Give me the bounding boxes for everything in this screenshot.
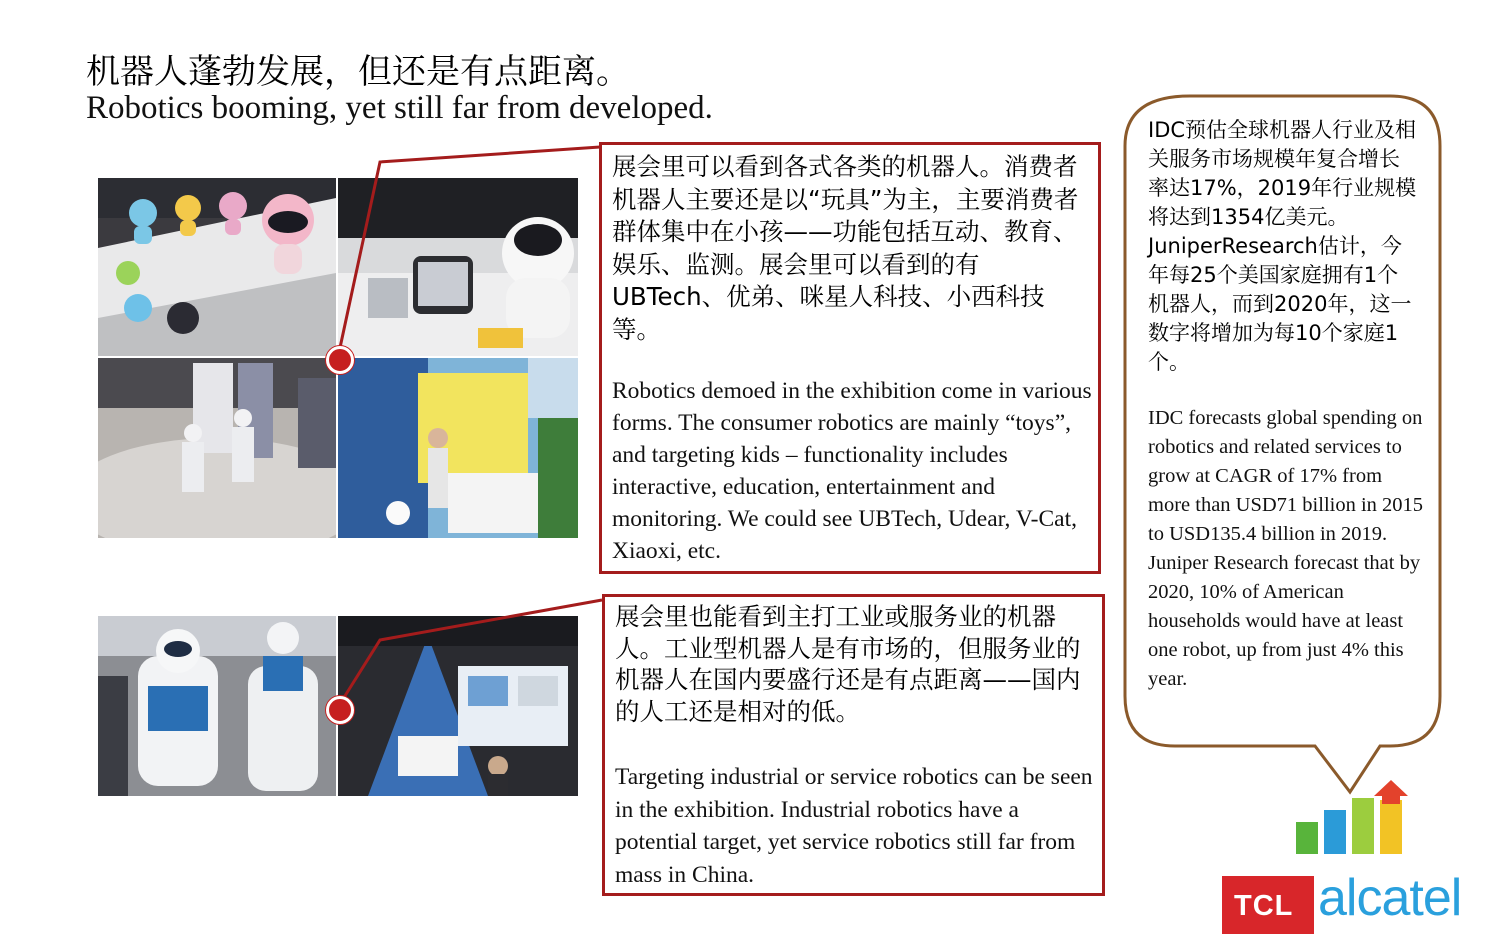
tcl-logo-text: TCL bbox=[1234, 890, 1294, 922]
bubble-text-english: IDC forecasts global spending on robotics and related services to grow at CAGR of 17% from more than USD71 billion in 2015 to USD135.4 billion in 2019. Juniper Research forecast that by 2020, 10% of American households would have at least one robot, up from just 4% this year. bbox=[1148, 407, 1424, 690]
callout-consumer-text-chinese: 展会里可以看到各式各类的机器人。消费者机器人主要还是以“玩具”为主，主要消费者群体集中在小孩——功能包括互动、教育、娱乐、监测。展会里可以看到的有UBTech、优弟、咪星人科技、小西科技等。 bbox=[612, 152, 1079, 344]
growth-bars-icon bbox=[1294, 778, 1424, 858]
callout-consumer-text-english: Robotics demoed in the exhibition come in various forms. The consumer robotics are mainly “toys”, and targeting kids – functionality includes interactive, education, entertainment and monitoring. We could see UBTech, Udear, V-Cat, Xiaoxi, etc. bbox=[612, 378, 1092, 564]
slide-title-chinese: 机器人蓬勃发展，但还是有点距离。 bbox=[86, 52, 630, 92]
alcatel-logo-text: alcatel bbox=[1318, 869, 1462, 927]
callout-industrial-text-chinese: 展会里也能看到主打工业或服务业的机器人。工业型机器人是有市场的，但服务业的机器人在国内要盛行还是有点距离——国内的人工还是相对的低。 bbox=[615, 602, 1081, 726]
bubble-text-chinese: IDC预估全球机器人行业及相关服务市场规模年复合增长率达17%，2019年行业规模将达到1354亿美元。JuniperResearch估计，今年每25个美国家庭拥有1个机器人，而到2020年，这一数字将增加为每10个家庭1个。 bbox=[1148, 118, 1417, 374]
slide-title-english: Robotics booming, yet still far from developed. bbox=[86, 90, 713, 126]
callout-industrial-text-english: Targeting industrial or service robotics can be seen in the exhibition. Industrial robotics have a potential target, yet service robotics still far from mass in China. bbox=[615, 764, 1093, 888]
